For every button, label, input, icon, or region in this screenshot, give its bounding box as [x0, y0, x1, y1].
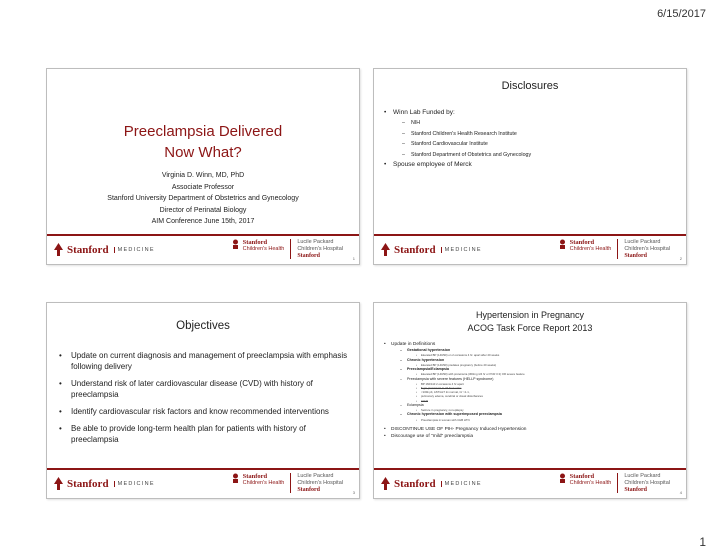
stanford-medicine-logo: Stanford MEDICINE [380, 477, 482, 490]
slide-footer [374, 234, 686, 264]
childrens-health-logo: Stanford Children's Health Lucile Packard Children's Hospital Stanford [558, 473, 670, 494]
list-item: • Discourage use of "mild" preeclampsia [384, 433, 474, 439]
stanford-tree-icon [53, 477, 64, 490]
list-item: – Gestational hypertension [400, 348, 451, 352]
list-item: • IUGR [416, 398, 428, 403]
author-block: Virginia D. Winn, MD, PhD Associate Professor Stanford University Department of Obstetrics and Gynecology Director of Perinatal Biology AIM Conference June 15th, 2017 [107, 172, 299, 225]
list-item: • DISCONTINUE USE OF PIH- Pregnancy Induced Hypertension [384, 426, 527, 432]
slide-3-title: Objectives [176, 320, 230, 332]
list-item: • 5 gm proteinuria in 24 hour urine [416, 386, 462, 390]
stanford-tree-icon [380, 477, 391, 490]
list-item: • Identify cardiovascular risk factors and know recommended interventions [59, 407, 329, 416]
childrens-health-icon [231, 473, 240, 483]
list-item: • <100k plt, AST/ALT 2x normal, Cr >1.1, [416, 390, 470, 395]
list-item: – Chronic hypertension with superimposed preeclampsia [400, 412, 502, 417]
disclosures-list [384, 108, 531, 170]
list-item: – Preeclampsia with severe features (HELLP syndrome) [400, 376, 494, 381]
stanford-tree-icon [380, 243, 391, 256]
list-item: – Chronic hypertension [400, 357, 445, 362]
stanford-medicine-logo: Stanford MEDICINE [53, 243, 155, 256]
list-item: • Spouse employee of Merck [384, 161, 472, 168]
slide-2-title: Disclosures [501, 80, 559, 92]
list-item: • Elevated BP (140/90) predates pregnancy (before 20 weeks) [416, 362, 497, 367]
slide-footer [374, 468, 686, 498]
list-item: • Elevated BP (140/90) on 2 occasions 4 hr. apart after 20 weeks [416, 353, 500, 358]
list-item: • Preeclampsia in woman with CHB HTN [416, 417, 470, 422]
childrens-health-icon [231, 239, 240, 249]
slide-1 [46, 68, 360, 265]
slide-number: 2 [679, 256, 682, 261]
list-item: • pulmonary edema, cerebral or visual disturbances [416, 394, 483, 399]
childrens-health-logo: Stanford Children's Health Lucile Packard Children's Hospital Stanford [558, 239, 670, 260]
slide-footer [47, 234, 359, 264]
list-item: • Update on current diagnosis and management of preeclampsia with emphasis following delivery [59, 351, 348, 371]
list-item: • BP 160/110 2 occasions 4 hr apart [416, 381, 464, 386]
page-number: 1 [699, 535, 706, 549]
list-item: – Stanford Children's Health Research Institute [402, 130, 517, 137]
list-item: – Stanford Department of Obstetrics and Gynecology [402, 151, 532, 158]
slide-4 [373, 302, 687, 499]
list-item: • Seizure in pregnancy, not epilepsy [416, 408, 464, 413]
list-item: • Understand risk of later cardiovascular disease (CVD) with history of preeclampsia [59, 379, 313, 399]
childrens-health-logo: Stanford Children's Health Lucile Packard Children's Hospital Stanford [231, 239, 343, 260]
slide-1-title: Preeclampsia Delivered Now What? [123, 123, 283, 161]
slide-number: 3 [352, 490, 355, 495]
childrens-health-logo: Stanford Children's Health Lucile Packard Children's Hospital Stanford [231, 473, 343, 494]
page-date: 6/15/2017 [657, 8, 706, 20]
list-item: – Stanford Cardiovascular Institute [402, 141, 488, 147]
slide-3 [46, 302, 360, 499]
definitions-list [384, 341, 680, 440]
objectives-list [59, 350, 349, 451]
stanford-medicine-logo: Stanford MEDICINE [380, 243, 482, 256]
list-item: • Elevated BP (140/90) with proteinuria (300mg /24 hr or PCR 0.3) OR severe feature [416, 372, 525, 377]
list-item: – Eclampsia [400, 402, 424, 407]
list-item: – Preeclampsia/Eclampsia [400, 367, 449, 371]
slide-2 [373, 68, 687, 265]
list-item: • Update in Definitions [384, 342, 436, 347]
slide-4-title: Hypertension in Pregnancy ACOG Task Force Report 2013 [467, 310, 593, 333]
slide-number: 1 [352, 256, 355, 261]
stanford-medicine-logo: Stanford MEDICINE [53, 477, 155, 490]
list-item: • Be able to provide long-term health plan for patients with history of preeclampsia [59, 424, 306, 444]
stanford-tree-icon [53, 243, 64, 256]
childrens-health-icon [558, 239, 567, 249]
list-item: – NIH [402, 120, 421, 126]
list-item: • Winn Lab Funded by: [384, 109, 455, 116]
slide-footer [47, 468, 359, 498]
slide-number: 4 [679, 490, 682, 495]
childrens-health-icon [558, 473, 567, 483]
